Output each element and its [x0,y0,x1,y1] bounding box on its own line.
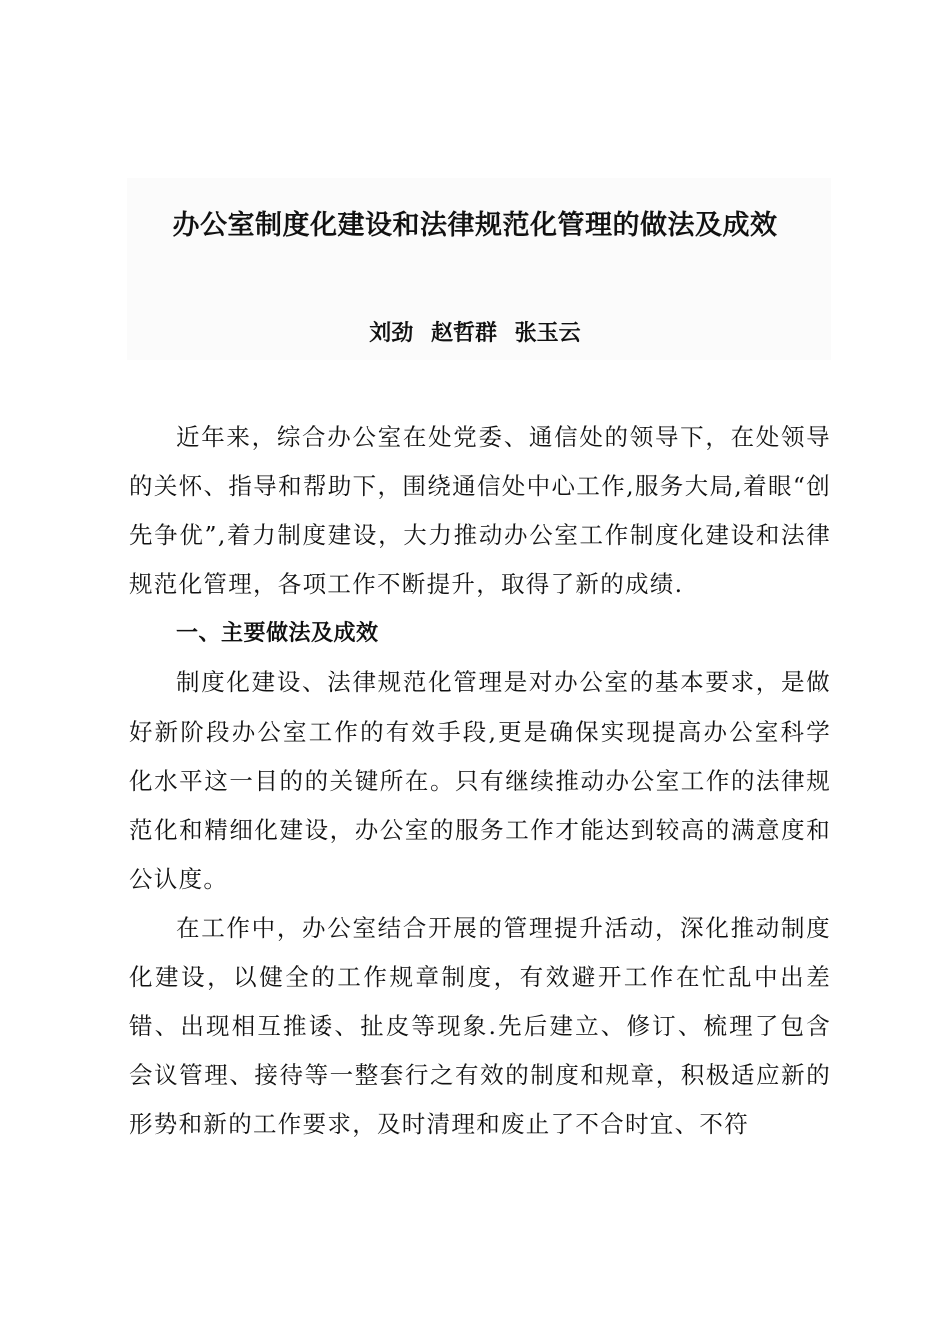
author-line [0,316,950,352]
section-heading: 一、主要做法及成效 [176,621,379,647]
body-paragraph: 近年来，综合办公室在处党委、通信处的领导下，在处领导的关怀、指导和帮助下，围绕通信处中心工作,服务大局,着眼“创先争优”,着力制度建设，大力推动办公室工作制度化建设和法律规范化管理，各项工作不断提升，取得了新的成绩. [129,423,831,599]
document-title: 办公室制度化建设和法律规范化管理的做法及成效 [172,210,778,241]
document-body [129,413,831,1149]
author-name: 刘劲 [369,321,414,346]
author-name: 赵哲群 [430,321,497,346]
body-paragraph: 在工作中，办公室结合开展的管理提升活动，深化推动制度化建设，以健全的工作规章制度，有效避开工作在忙乱中出差错、出现相互推诿、扯皮等现象.先后建立、修订、梳理了包含会议管理、接待等一整套行之有效的制度和规章，积极适应新的形势和新的工作要求，及时清理和废止了不合时宜、不符 [129,913,831,1139]
body-paragraph: 制度化建设、法律规范化管理是对办公室的基本要求，是做好新阶段办公室工作的有效手段,更是确保实现提高办公室科学化水平这一目的的关键所在。只有继续推动办公室工作的法律规范化和精细化建设，办公室的服务工作才能达到较高的满意度和公认度。 [129,668,831,893]
author-name: 张玉云 [514,321,581,346]
